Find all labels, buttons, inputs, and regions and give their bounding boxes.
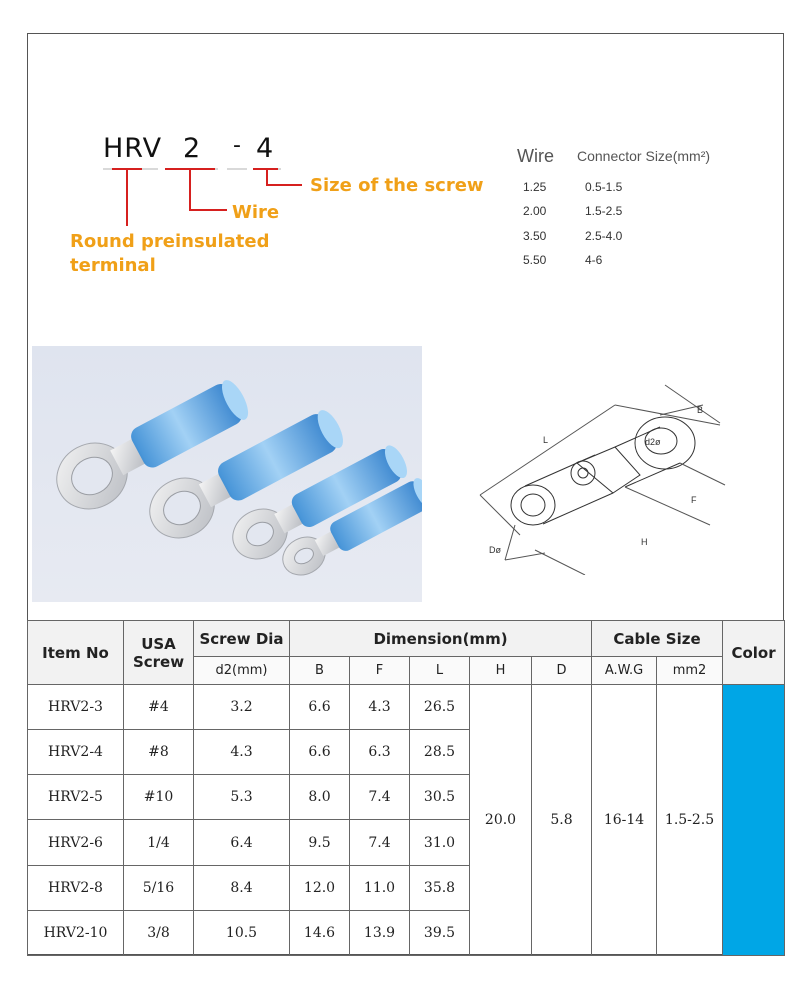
header-dimension: Dimension(mm) bbox=[290, 621, 592, 657]
cell-item: HRV2-4 bbox=[28, 730, 124, 775]
code-screw: 4 bbox=[256, 133, 274, 164]
cell-item: HRV2-3 bbox=[28, 685, 124, 730]
subheader-mm2: mm2 bbox=[657, 657, 723, 685]
cell-B: 9.5 bbox=[290, 820, 350, 865]
wire-value: 3.50 bbox=[523, 229, 547, 243]
cell-color-swatch bbox=[723, 685, 785, 956]
leader-wire-vertical bbox=[189, 168, 191, 211]
header-item-no: Item No bbox=[28, 621, 124, 685]
subheader-awg: A.W.G bbox=[592, 657, 657, 685]
subheader-F: F bbox=[350, 657, 410, 685]
cell-L: 31.0 bbox=[410, 820, 470, 865]
cell-F: 7.4 bbox=[350, 775, 410, 820]
callout-terminal-line2: terminal bbox=[70, 255, 156, 276]
cell-B: 6.6 bbox=[290, 730, 350, 775]
header-cable-size: Cable Size bbox=[592, 621, 723, 657]
cell-F: 11.0 bbox=[350, 865, 410, 910]
label-H: H bbox=[641, 537, 648, 547]
terminal-dimension-drawing bbox=[465, 375, 745, 575]
cell-usa: #10 bbox=[124, 775, 194, 820]
product-photo bbox=[32, 346, 422, 602]
cell-B: 14.6 bbox=[290, 910, 350, 955]
cell-d2: 10.5 bbox=[194, 910, 290, 955]
cell-usa: 1/4 bbox=[124, 820, 194, 865]
code-underline-dash bbox=[227, 168, 247, 170]
connector-size-value: 4-6 bbox=[585, 253, 603, 267]
cell-L: 35.8 bbox=[410, 865, 470, 910]
subheader-D: D bbox=[532, 657, 592, 685]
cell-d2: 8.4 bbox=[194, 865, 290, 910]
cell-L: 26.5 bbox=[410, 685, 470, 730]
subheader-L: L bbox=[410, 657, 470, 685]
cell-H: 20.0 bbox=[470, 685, 532, 956]
cell-awg: 16-14 bbox=[592, 685, 657, 956]
header-screw: Screw bbox=[132, 652, 185, 671]
cell-D: 5.8 bbox=[532, 685, 592, 956]
cell-d2: 6.4 bbox=[194, 820, 290, 865]
subheader-H: H bbox=[470, 657, 532, 685]
cell-L: 30.5 bbox=[410, 775, 470, 820]
label-d2: d2ø bbox=[645, 437, 661, 447]
cell-d2: 5.3 bbox=[194, 775, 290, 820]
connector-size-value: 1.5-2.5 bbox=[585, 204, 623, 218]
header-usa: USA bbox=[141, 634, 176, 653]
cell-mm2: 1.5-2.5 bbox=[657, 685, 723, 956]
cell-F: 4.3 bbox=[350, 685, 410, 730]
cell-item: HRV2-8 bbox=[28, 865, 124, 910]
leader-prefix-vertical bbox=[126, 168, 128, 226]
label-L: L bbox=[543, 435, 549, 445]
leader-screw-horizontal bbox=[266, 184, 302, 186]
wire-value: 5.50 bbox=[523, 253, 547, 267]
cell-item: HRV2-6 bbox=[28, 820, 124, 865]
code-wire: 2 bbox=[183, 133, 201, 164]
cell-F: 7.4 bbox=[350, 820, 410, 865]
wire-value: 1.25 bbox=[523, 180, 547, 194]
subheader-B: B bbox=[290, 657, 350, 685]
spec-table bbox=[27, 620, 785, 956]
cell-B: 12.0 bbox=[290, 865, 350, 910]
label-B: B bbox=[697, 405, 704, 415]
leader-wire-horizontal bbox=[189, 209, 227, 211]
cell-B: 6.6 bbox=[290, 685, 350, 730]
cell-B: 8.0 bbox=[290, 775, 350, 820]
connector-size-value: 0.5-1.5 bbox=[585, 180, 623, 194]
table-row bbox=[28, 685, 785, 730]
connector-size-header: Connector Size(mm²) bbox=[577, 148, 711, 164]
connector-size-value: 2.5-4.0 bbox=[585, 229, 623, 243]
label-D: Dø bbox=[489, 545, 501, 555]
callout-terminal-line1: Round preinsulated bbox=[70, 231, 270, 252]
cell-usa: 5/16 bbox=[124, 865, 194, 910]
cell-usa: #4 bbox=[124, 685, 194, 730]
technical-drawing bbox=[465, 375, 745, 575]
code-prefix: HRV bbox=[103, 133, 163, 164]
cell-L: 39.5 bbox=[410, 910, 470, 955]
code-dash: - bbox=[233, 133, 241, 158]
callout-screw: Size of the screw bbox=[310, 175, 484, 196]
cell-L: 28.5 bbox=[410, 730, 470, 775]
header-screw-dia: Screw Dia bbox=[194, 621, 290, 657]
cell-usa: #8 bbox=[124, 730, 194, 775]
header-usa-screw bbox=[124, 621, 194, 685]
cell-usa: 3/8 bbox=[124, 910, 194, 955]
cell-d2: 3.2 bbox=[194, 685, 290, 730]
cell-F: 6.3 bbox=[350, 730, 410, 775]
header-row bbox=[28, 621, 785, 657]
cell-item: HRV2-10 bbox=[28, 910, 124, 955]
header-color: Color bbox=[723, 621, 785, 685]
subheader-d2: d2(mm) bbox=[194, 657, 290, 685]
label-F: F bbox=[691, 495, 697, 505]
terminals-illustration bbox=[32, 346, 422, 602]
cell-item: HRV2-5 bbox=[28, 775, 124, 820]
cell-d2: 4.3 bbox=[194, 730, 290, 775]
wire-header: Wire bbox=[517, 146, 554, 166]
callout-wire: Wire bbox=[232, 202, 280, 223]
cell-F: 13.9 bbox=[350, 910, 410, 955]
wire-value: 2.00 bbox=[523, 204, 547, 218]
